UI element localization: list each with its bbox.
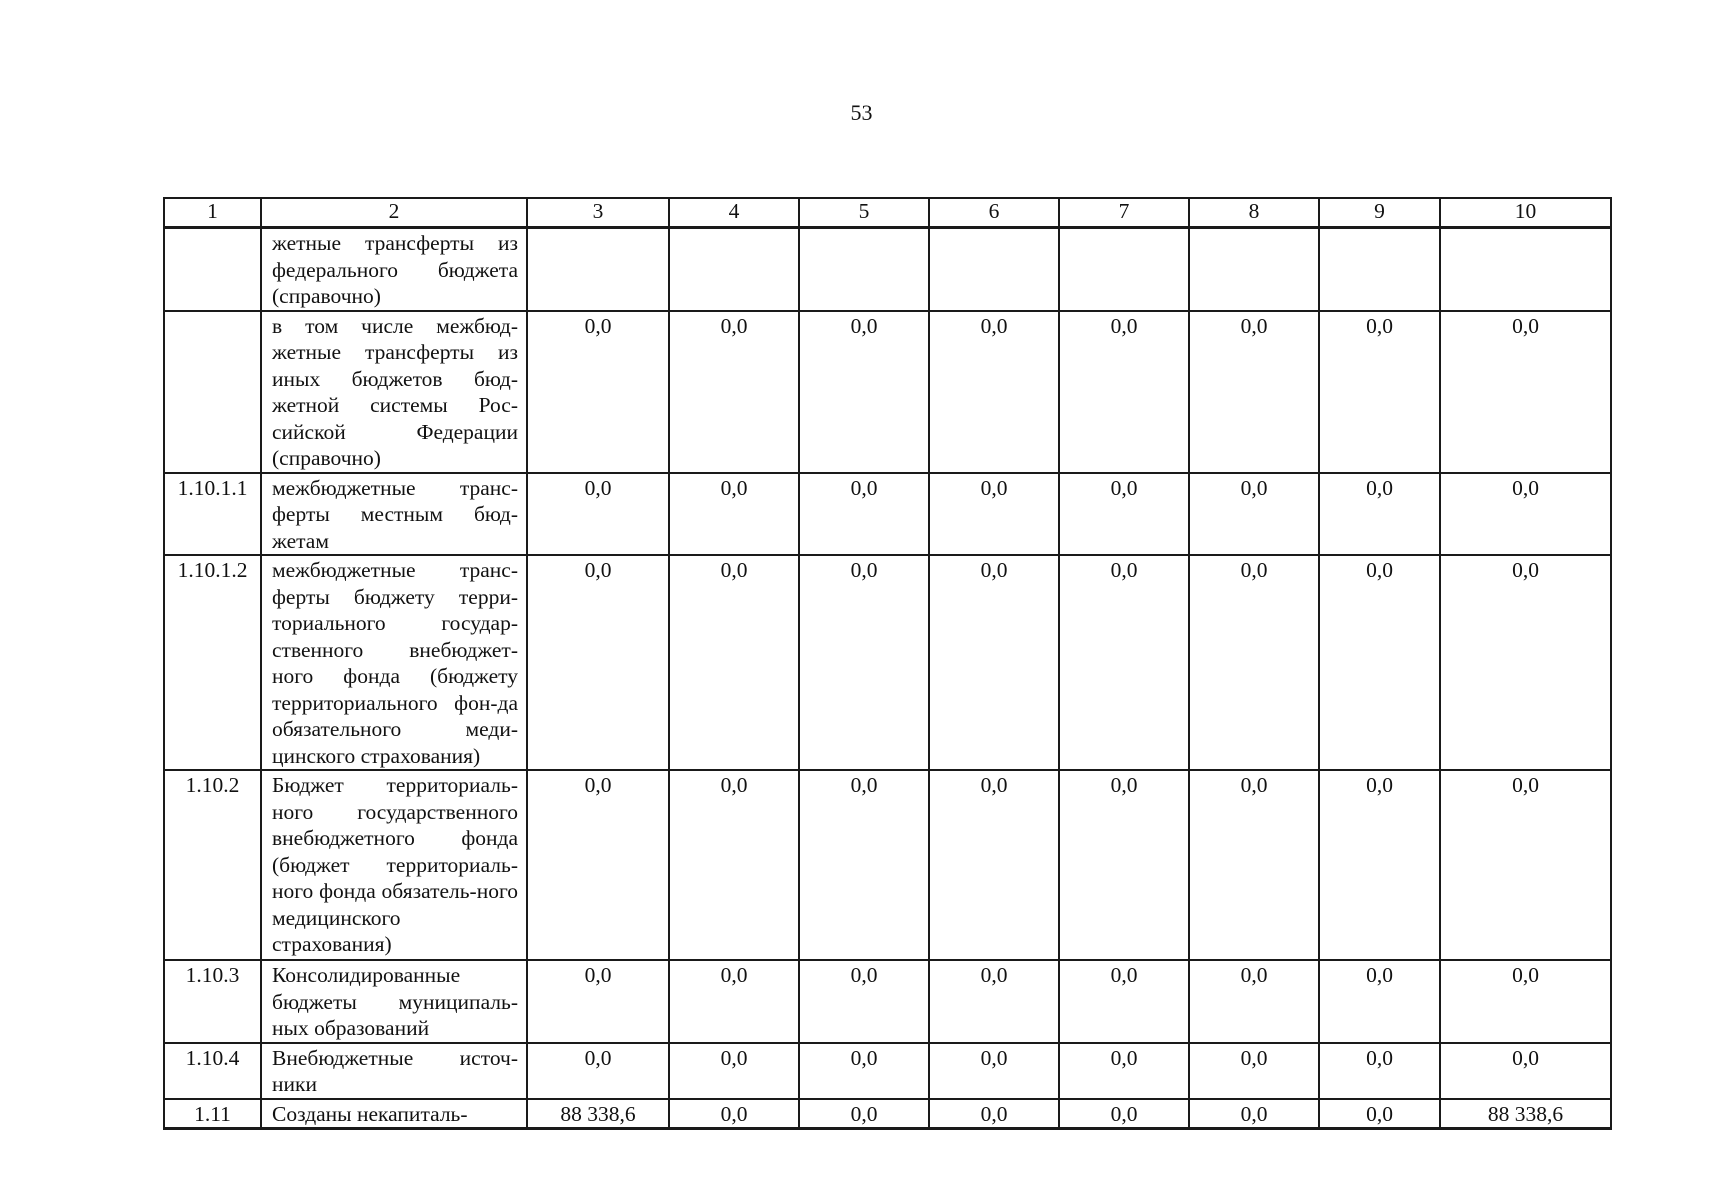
row-value: 0,0: [1319, 960, 1440, 1043]
table-header-row: [164, 198, 1611, 228]
row-value: 0,0: [1189, 960, 1319, 1043]
row-value: 0,0: [799, 473, 929, 556]
row-value: 0,0: [1440, 1043, 1611, 1099]
column-header: 1: [164, 198, 261, 228]
row-value: 0,0: [669, 555, 799, 770]
row-value: 0,0: [527, 555, 669, 770]
column-header: 8: [1189, 198, 1319, 228]
row-value: 0,0: [669, 960, 799, 1043]
row-description: Внебюджетные источ-ники: [261, 1043, 527, 1099]
row-value: 88 338,6: [527, 1099, 669, 1129]
row-value: 0,0: [1189, 1043, 1319, 1099]
column-header: 7: [1059, 198, 1189, 228]
row-value: 0,0: [929, 555, 1059, 770]
row-value: 0,0: [1189, 555, 1319, 770]
row-value: 0,0: [1440, 473, 1611, 556]
row-code: [164, 228, 261, 311]
row-code: 1.10.1.1: [164, 473, 261, 556]
row-value: 0,0: [1059, 960, 1189, 1043]
row-value: 0,0: [527, 473, 669, 556]
column-header: 9: [1319, 198, 1440, 228]
row-value: 0,0: [929, 473, 1059, 556]
table-row: [164, 1099, 1611, 1129]
row-value: 0,0: [1319, 1043, 1440, 1099]
row-description: жетные трансферты из федерального бюджета (справочно): [261, 228, 527, 311]
column-header: 4: [669, 198, 799, 228]
row-value: 0,0: [1319, 555, 1440, 770]
row-value: 0,0: [1319, 311, 1440, 473]
row-value: 0,0: [527, 311, 669, 473]
table-row: [164, 311, 1611, 473]
row-value: 0,0: [799, 960, 929, 1043]
column-header: 3: [527, 198, 669, 228]
row-value: 0,0: [669, 473, 799, 556]
row-code: [164, 311, 261, 473]
row-value: 0,0: [1059, 1099, 1189, 1129]
row-value: 0,0: [1059, 770, 1189, 960]
row-code: 1.11: [164, 1099, 261, 1129]
row-code: 1.10.1.2: [164, 555, 261, 770]
budget-table: [163, 197, 1612, 1130]
row-value: 0,0: [929, 1099, 1059, 1129]
row-value: 0,0: [1440, 960, 1611, 1043]
row-value: 0,0: [929, 770, 1059, 960]
row-value: 0,0: [669, 770, 799, 960]
row-value: [1319, 228, 1440, 311]
column-header: 10: [1440, 198, 1611, 228]
table-row: [164, 473, 1611, 556]
row-value: 0,0: [799, 1099, 929, 1129]
table-row: [164, 960, 1611, 1043]
row-value: 0,0: [1440, 555, 1611, 770]
row-value: 0,0: [929, 1043, 1059, 1099]
row-value: 0,0: [1059, 473, 1189, 556]
row-value: 0,0: [1189, 473, 1319, 556]
row-value: 0,0: [799, 770, 929, 960]
row-value: 0,0: [929, 311, 1059, 473]
row-value: 0,0: [929, 960, 1059, 1043]
row-description: в том числе межбюд-жетные трансферты из иных бюджетов бюд-жетной системы Рос-сийской Федерации (справочно): [261, 311, 527, 473]
table-row: [164, 555, 1611, 770]
row-description: Бюджет территориаль-ного государственного внебюджетного фонда (бюджет территориаль-ного фонда обязатель-ного медицинского страхования): [261, 770, 527, 960]
row-value: [929, 228, 1059, 311]
row-value: 0,0: [799, 1043, 929, 1099]
row-value: 0,0: [799, 311, 929, 473]
row-value: 0,0: [1440, 311, 1611, 473]
row-value: 0,0: [527, 960, 669, 1043]
column-header: 5: [799, 198, 929, 228]
row-description: межбюджетные транс-ферты бюджету терри-ториального государ-ственного внебюджет-ного фонда (бюджету территориального фон-да обязательного меди-цинского страхования): [261, 555, 527, 770]
row-value: 0,0: [1189, 770, 1319, 960]
table-row: [164, 770, 1611, 960]
row-value: 0,0: [1059, 555, 1189, 770]
page-number: 53: [850, 100, 873, 125]
row-code: 1.10.3: [164, 960, 261, 1043]
row-value: 0,0: [669, 311, 799, 473]
row-code: 1.10.4: [164, 1043, 261, 1099]
row-value: 0,0: [1319, 770, 1440, 960]
row-description: Консолидированные бюджеты муниципаль-ных образований: [261, 960, 527, 1043]
row-value: 0,0: [1319, 473, 1440, 556]
column-header: 6: [929, 198, 1059, 228]
row-value: [799, 228, 929, 311]
row-value: [527, 228, 669, 311]
row-code: 1.10.2: [164, 770, 261, 960]
row-value: [1189, 228, 1319, 311]
row-value: 0,0: [669, 1099, 799, 1129]
row-description: Созданы некапиталь-: [261, 1099, 527, 1129]
column-header: 2: [261, 198, 527, 228]
row-value: 0,0: [527, 1043, 669, 1099]
row-description: межбюджетные транс-ферты местным бюд-жетам: [261, 473, 527, 556]
row-value: 0,0: [1059, 311, 1189, 473]
row-value: [669, 228, 799, 311]
row-value: 0,0: [527, 770, 669, 960]
row-value: [1440, 228, 1611, 311]
row-value: 0,0: [799, 555, 929, 770]
row-value: 0,0: [1189, 1099, 1319, 1129]
row-value: 0,0: [1059, 1043, 1189, 1099]
row-value: 88 338,6: [1440, 1099, 1611, 1129]
row-value: 0,0: [1319, 1099, 1440, 1129]
table-row: [164, 1043, 1611, 1099]
row-value: 0,0: [669, 1043, 799, 1099]
table-row: [164, 228, 1611, 311]
row-value: 0,0: [1189, 311, 1319, 473]
row-value: 0,0: [1440, 770, 1611, 960]
row-value: [1059, 228, 1189, 311]
